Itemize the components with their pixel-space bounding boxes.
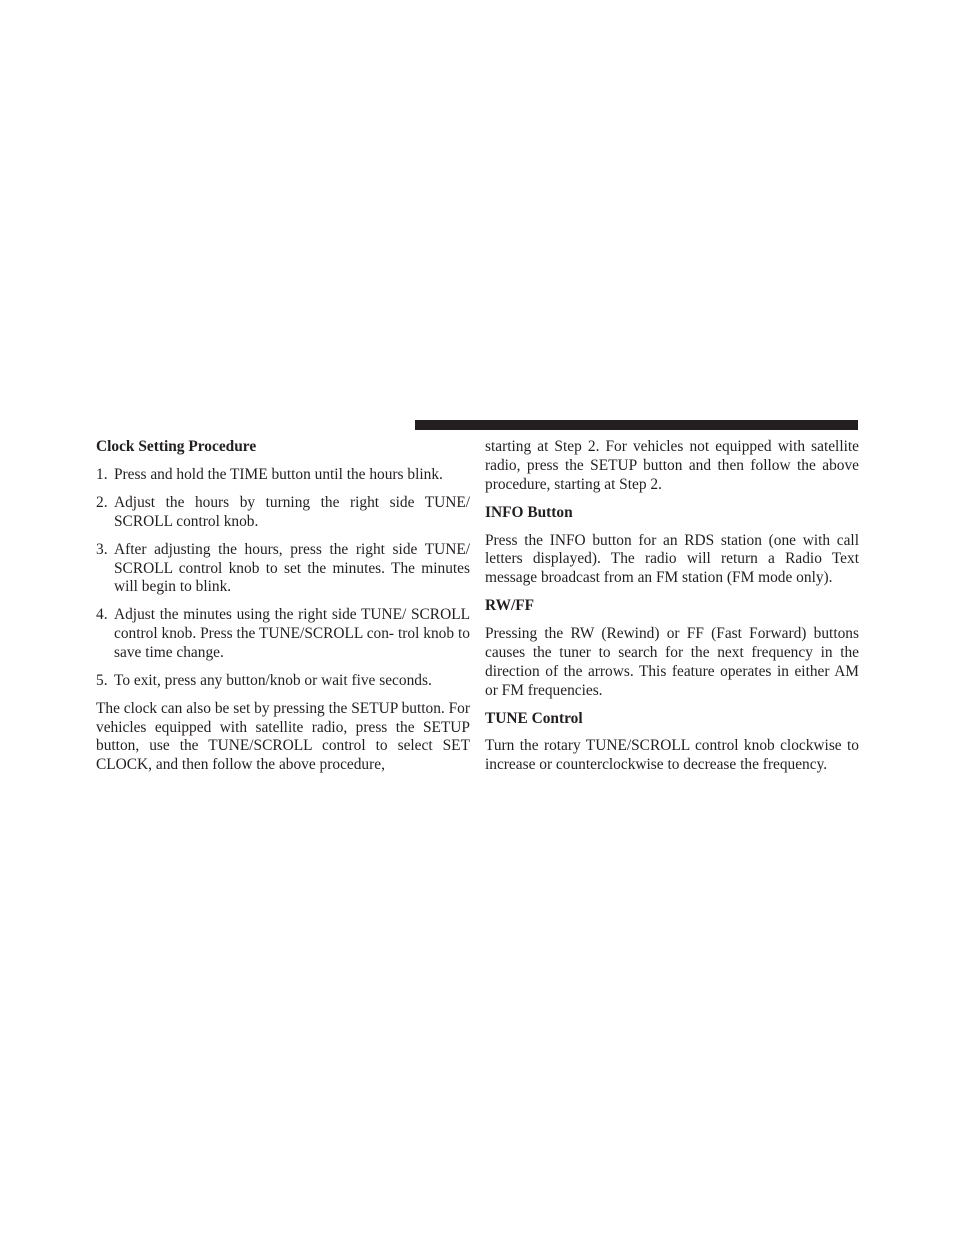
tune-control-heading: TUNE Control bbox=[485, 709, 583, 727]
list-item bbox=[96, 672, 470, 691]
step-number: 1. bbox=[96, 465, 108, 483]
step-text: To exit, press any button/knob or wait five seconds. bbox=[114, 671, 432, 689]
rwff-paragraph: Pressing the RW (Rewind) or FF (Fast Forward) buttons causes the tuner to search for the next frequency in the direction of the arrows. This feature operates in either AM or FM frequencies. bbox=[485, 625, 859, 699]
step-text: Adjust the minutes using the right side TUNE/ SCROLL control knob. Press the TUNE/SCROLL con- trol knob to save time change. bbox=[114, 606, 470, 661]
step-text: Press and hold the TIME button until the hours blink. bbox=[114, 465, 443, 483]
list-item bbox=[96, 494, 470, 532]
list-item bbox=[96, 466, 470, 485]
clock-steps-list bbox=[96, 466, 470, 691]
step-number: 2. bbox=[96, 493, 108, 511]
right-column bbox=[485, 436, 859, 784]
list-item bbox=[96, 606, 470, 662]
continuation-paragraph: starting at Step 2. For vehicles not equipped with satellite radio, press the SETUP button and then follow the above procedure, starting at Step 2. bbox=[485, 438, 859, 493]
step-number: 5. bbox=[96, 671, 108, 689]
step-number: 3. bbox=[96, 540, 108, 558]
section-header-bar bbox=[415, 420, 858, 430]
tune-control-paragraph: Turn the rotary TUNE/SCROLL control knob clockwise to increase or counterclockwise to decrease the frequency. bbox=[485, 737, 859, 774]
step-number: 4. bbox=[96, 606, 108, 624]
list-item bbox=[96, 541, 470, 597]
clock-setup-paragraph: The clock can also be set by pressing the SETUP button. For vehicles equipped with satellite radio, press the SETUP button, use the TUNE/SCROLL control to select SET CLOCK, and then follow the above procedure, bbox=[96, 699, 470, 774]
info-button-heading: INFO Button bbox=[485, 503, 573, 521]
step-text: Adjust the hours by turning the right side TUNE/ SCROLL control knob. bbox=[114, 493, 470, 530]
rwff-heading: RW/FF bbox=[485, 597, 535, 615]
info-button-paragraph: Press the INFO button for an RDS station (one with call letters displayed). The radio will return a Radio Text message broadcast from an FM station (FM mode only). bbox=[485, 531, 859, 587]
left-column bbox=[96, 436, 470, 784]
step-text: After adjusting the hours, press the right side TUNE/ SCROLL control knob to set the minutes. The minutes will begin to blink. bbox=[114, 540, 470, 596]
clock-setting-heading: Clock Setting Procedure bbox=[96, 438, 257, 455]
